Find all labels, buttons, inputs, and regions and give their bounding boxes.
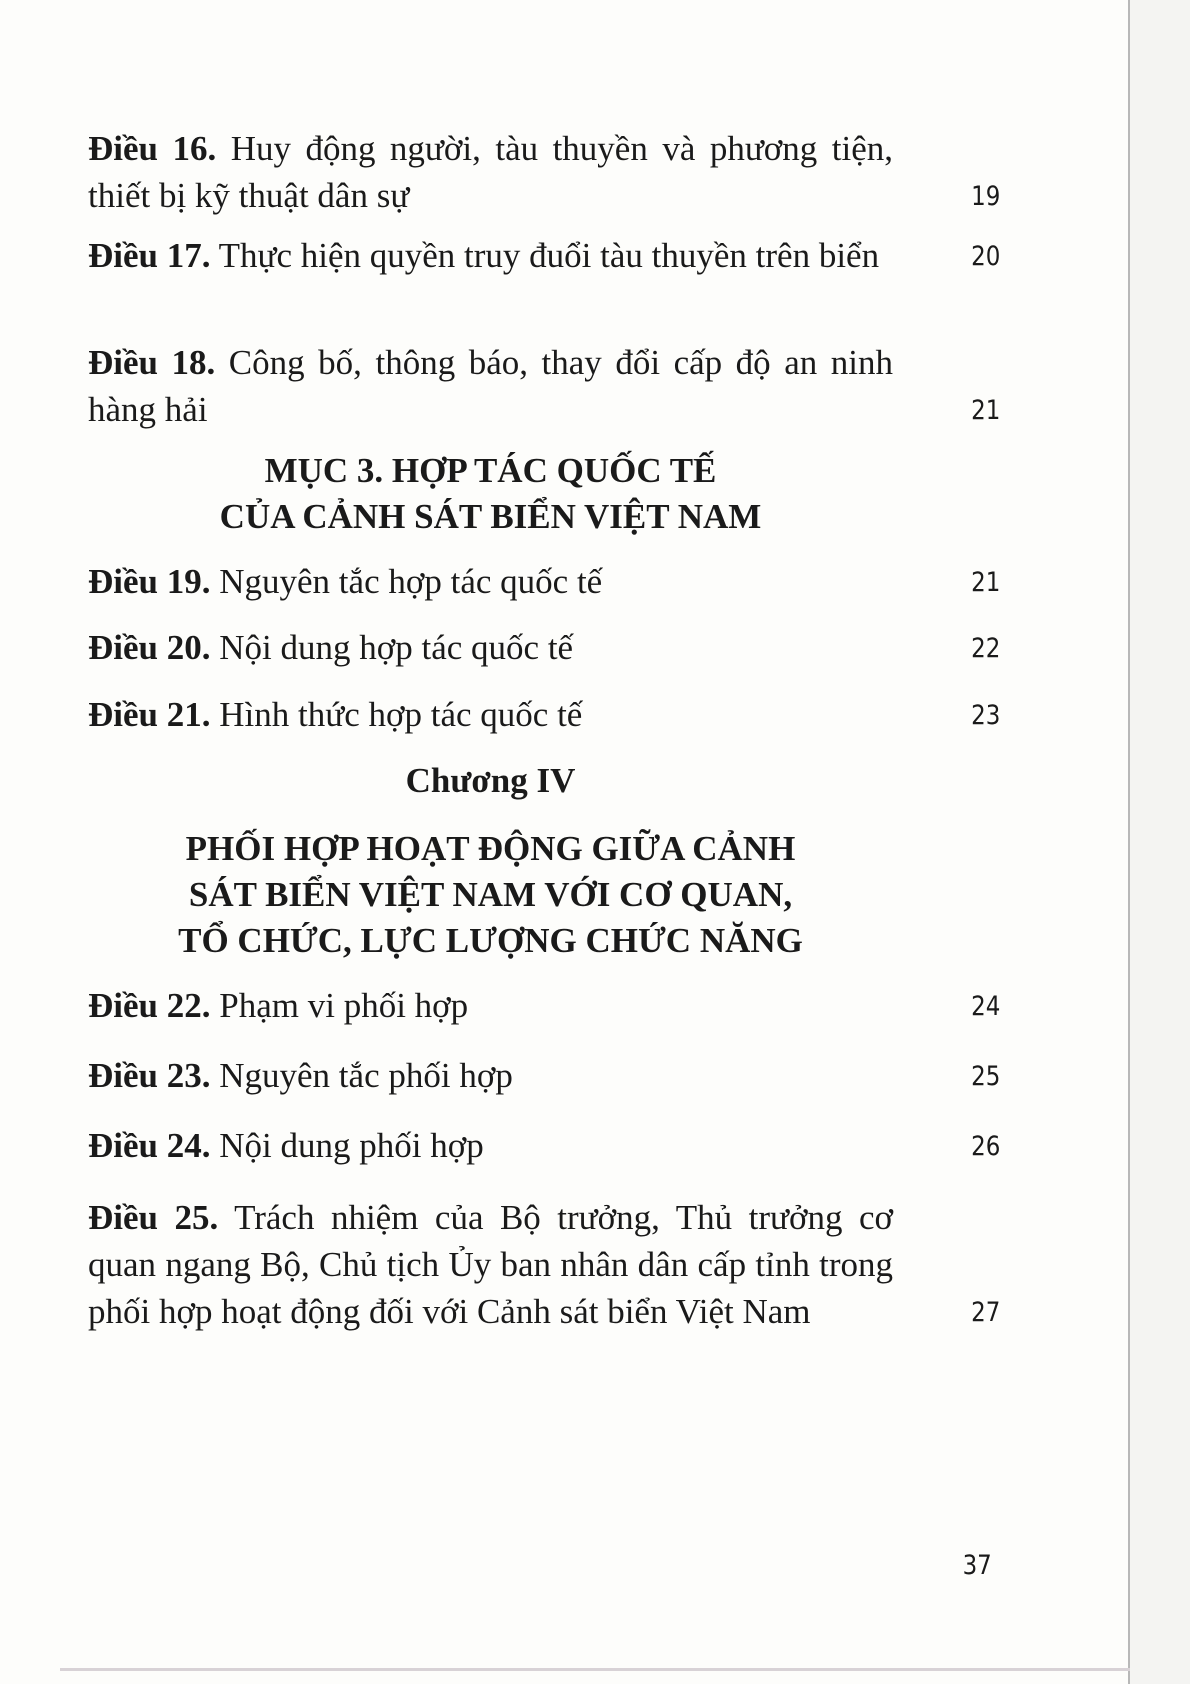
article-title: Công bố, thông báo, thay đổi cấp độ an ninh hàng hải xyxy=(88,343,893,429)
article-title: Nguyên tắc phối hợp xyxy=(210,1056,513,1095)
page-number: 27 xyxy=(970,1297,1000,1328)
toc-entry xyxy=(88,982,1000,1029)
page-number: 25 xyxy=(970,1061,1000,1092)
page-number: 26 xyxy=(970,1131,1000,1162)
page-bottom-edge xyxy=(60,1668,1130,1671)
page-number: 20 xyxy=(970,241,1000,272)
section-heading xyxy=(88,448,893,540)
section-heading-line: MỤC 3. HỢP TÁC QUỐC TẾ xyxy=(264,451,717,490)
article-title: Phạm vi phối hợp xyxy=(210,986,469,1025)
article-title: Hình thức hợp tác quốc tế xyxy=(210,695,583,734)
article-title: Nội dung hợp tác quốc tế xyxy=(210,628,574,667)
page-number: 22 xyxy=(970,633,1000,664)
article-label: Điều 16. xyxy=(88,129,217,168)
toc-entry xyxy=(88,125,1000,219)
page-number: 23 xyxy=(970,700,1000,731)
article-title: Thực hiện quyền truy đuổi tàu thuyền trên biển xyxy=(210,236,880,275)
article-title: Nội dung phối hợp xyxy=(210,1126,484,1165)
toc-entry xyxy=(88,339,1000,433)
page-number: 21 xyxy=(970,395,1000,426)
article-title: Nguyên tắc hợp tác quốc tế xyxy=(210,562,603,601)
article-label: Điều 17. xyxy=(88,236,211,275)
section-heading-line: CỦA CẢNH SÁT BIỂN VIỆT NAM xyxy=(219,497,762,536)
toc-entry xyxy=(88,1194,1000,1335)
toc-entry xyxy=(88,624,1000,671)
toc-entry xyxy=(88,1052,1000,1099)
page-margin xyxy=(1130,0,1190,1684)
page-number: 21 xyxy=(970,567,1000,598)
article-label: Điều 20. xyxy=(88,628,211,667)
page-edge xyxy=(1128,0,1130,1684)
page-number: 24 xyxy=(970,991,1000,1022)
toc-entry xyxy=(88,1122,1000,1169)
chapter-title-line: PHỐI HỢP HOẠT ĐỘNG GIỮA CẢNH xyxy=(185,829,796,868)
chapter-title-line: TỔ CHỨC, LỰC LƯỢNG CHỨC NĂNG xyxy=(178,921,803,960)
article-label: Điều 19. xyxy=(88,562,211,601)
article-label: Điều 21. xyxy=(88,695,211,734)
article-title: Huy động người, tàu thuyền và phương tiện, thiết bị kỹ thuật dân sự xyxy=(88,129,894,215)
toc-entry xyxy=(88,558,1000,605)
toc-entry xyxy=(88,691,1000,738)
chapter-title xyxy=(88,826,893,964)
toc-entry xyxy=(88,232,1000,279)
article-label: Điều 25. xyxy=(88,1198,219,1237)
chapter-number: Chương IV xyxy=(405,761,576,800)
page-number: 19 xyxy=(970,181,1000,212)
article-label: Điều 18. xyxy=(88,343,216,382)
article-label: Điều 23. xyxy=(88,1056,211,1095)
article-label: Điều 24. xyxy=(88,1126,211,1165)
article-label: Điều 22. xyxy=(88,986,211,1025)
chapter-title-line: SÁT BIỂN VIỆT NAM VỚI CƠ QUAN, xyxy=(188,875,793,914)
article-title: Trách nhiệm của Bộ trưởng, Thủ trưởng cơ quan ngang Bộ, Chủ tịch Ủy ban nhân dân cấp tỉnh trong phối hợp hoạt động đối với Cảnh sát biển Việt Nam xyxy=(88,1198,893,1331)
folio-page-number: 37 xyxy=(962,1550,992,1581)
